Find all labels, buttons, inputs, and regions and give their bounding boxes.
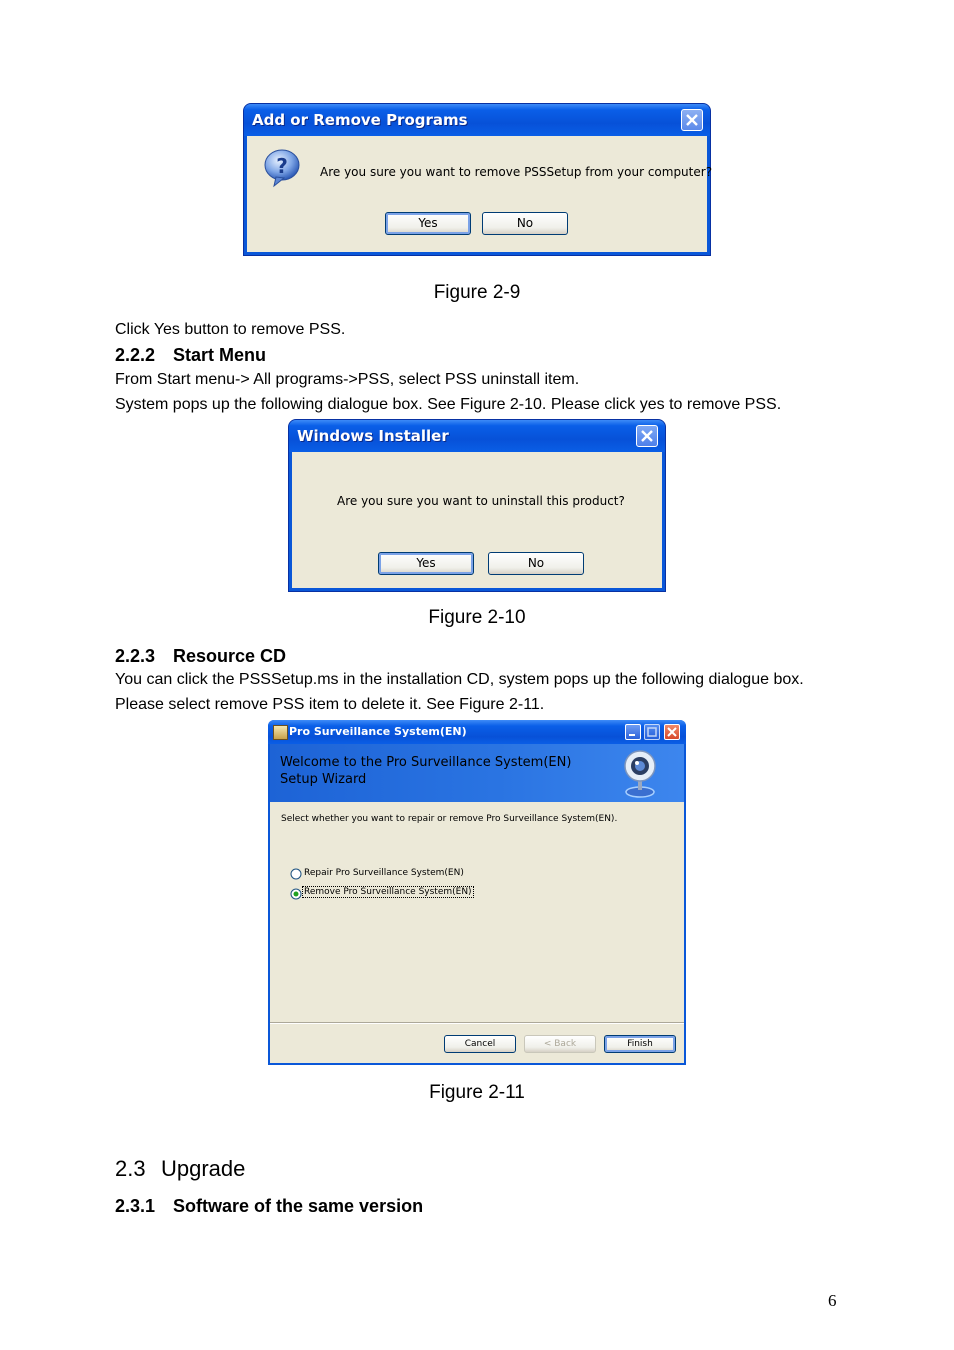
section-heading bbox=[115, 1195, 423, 1217]
yes-button[interactable] bbox=[378, 552, 474, 575]
dialog-message: Are you sure you want to remove PSSSetup from your computer? bbox=[320, 165, 713, 179]
close-button[interactable] bbox=[681, 109, 703, 131]
close-icon bbox=[665, 725, 679, 739]
section-number: 2.3 bbox=[115, 1156, 146, 1181]
section-number: 2.2.3 bbox=[115, 646, 156, 666]
wizard-title: Pro Surveillance System(EN) bbox=[289, 725, 467, 738]
wizard-title-bar[interactable] bbox=[268, 720, 686, 744]
dialog-body bbox=[247, 136, 713, 252]
cancel-button[interactable] bbox=[444, 1035, 516, 1053]
figure-caption: Figure 2-11 bbox=[429, 1082, 525, 1103]
section-heading bbox=[115, 645, 286, 667]
wizard-header-line2: Setup Wizard bbox=[280, 772, 367, 787]
radio-unselected-icon[interactable] bbox=[290, 868, 302, 880]
dialog-message: Are you sure you want to uninstall this product? bbox=[337, 494, 625, 508]
webcam-logo-icon bbox=[620, 748, 660, 800]
no-button[interactable] bbox=[482, 212, 568, 235]
section-heading bbox=[115, 1156, 245, 1182]
wizard-header bbox=[270, 744, 684, 802]
section-heading bbox=[115, 344, 266, 366]
paragraph: Click Yes button to remove PSS. bbox=[115, 321, 346, 338]
no-label: No bbox=[527, 556, 545, 570]
no-label: No bbox=[516, 216, 534, 230]
yes-button[interactable] bbox=[385, 212, 471, 235]
wizard-instruction: Select whether you want to repair or remove Pro Surveillance System(EN). bbox=[281, 814, 618, 824]
setup-wizard-window bbox=[268, 720, 686, 1065]
no-button[interactable] bbox=[488, 552, 584, 575]
wizard-divider bbox=[270, 1022, 684, 1024]
section-title: Upgrade bbox=[161, 1156, 246, 1181]
finish-button[interactable] bbox=[604, 1035, 676, 1053]
back-label: < Back bbox=[543, 1039, 577, 1049]
close-icon bbox=[685, 113, 699, 127]
yes-label: Yes bbox=[416, 556, 436, 570]
finish-label: Finish bbox=[627, 1039, 653, 1049]
figure-caption: Figure 2-10 bbox=[428, 607, 526, 628]
dialog-title-bar[interactable] bbox=[289, 420, 665, 452]
back-button[interactable] bbox=[524, 1035, 596, 1053]
close-button[interactable] bbox=[636, 425, 658, 447]
add-remove-programs-dialog bbox=[244, 104, 713, 255]
question-icon bbox=[262, 148, 302, 188]
yes-label: Yes bbox=[418, 216, 438, 230]
svg-text:?: ? bbox=[276, 154, 288, 178]
remove-option-label: Remove Pro Surveillance System(EN) bbox=[304, 887, 472, 897]
close-icon bbox=[640, 429, 654, 443]
dialog-title: Add or Remove Programs bbox=[252, 111, 468, 129]
paragraph: From Start menu-> All programs->PSS, select PSS uninstall item. bbox=[115, 371, 580, 388]
close-button[interactable] bbox=[664, 724, 680, 740]
maximize-icon bbox=[645, 725, 659, 739]
dialog-title: Windows Installer bbox=[297, 427, 449, 445]
radio-selected-icon[interactable] bbox=[290, 888, 302, 900]
section-title: Start Menu bbox=[173, 345, 267, 365]
paragraph: You can click the PSSSetup.ms in the installation CD, system pops up the following dialogue box. bbox=[115, 671, 804, 688]
windows-installer-dialog bbox=[289, 420, 665, 591]
page-number: 6 bbox=[828, 1291, 837, 1310]
dialog-body bbox=[292, 452, 662, 588]
repair-option-label: Repair Pro Surveillance System(EN) bbox=[304, 868, 464, 878]
wizard-body bbox=[270, 802, 684, 1063]
section-title: Software of the same version bbox=[173, 1196, 424, 1216]
maximize-button[interactable] bbox=[644, 724, 660, 740]
figure-caption: Figure 2-9 bbox=[433, 282, 521, 303]
section-number: 2.3.1 bbox=[115, 1196, 156, 1216]
cancel-label: Cancel bbox=[464, 1039, 496, 1049]
installer-icon bbox=[273, 725, 288, 740]
minimize-icon bbox=[626, 725, 640, 739]
minimize-button[interactable] bbox=[625, 724, 641, 740]
section-title: Resource CD bbox=[173, 646, 287, 666]
wizard-header-line1: Welcome to the Pro Surveillance System(EN) bbox=[280, 755, 572, 770]
paragraph: Please select remove PSS item to delete it. See Figure 2-11. bbox=[115, 696, 545, 713]
paragraph: System pops up the following dialogue box. See Figure 2-10. Please click yes to remove PSS. bbox=[115, 396, 782, 413]
dialog-title-bar[interactable] bbox=[244, 104, 710, 136]
section-number: 2.2.2 bbox=[115, 345, 156, 365]
